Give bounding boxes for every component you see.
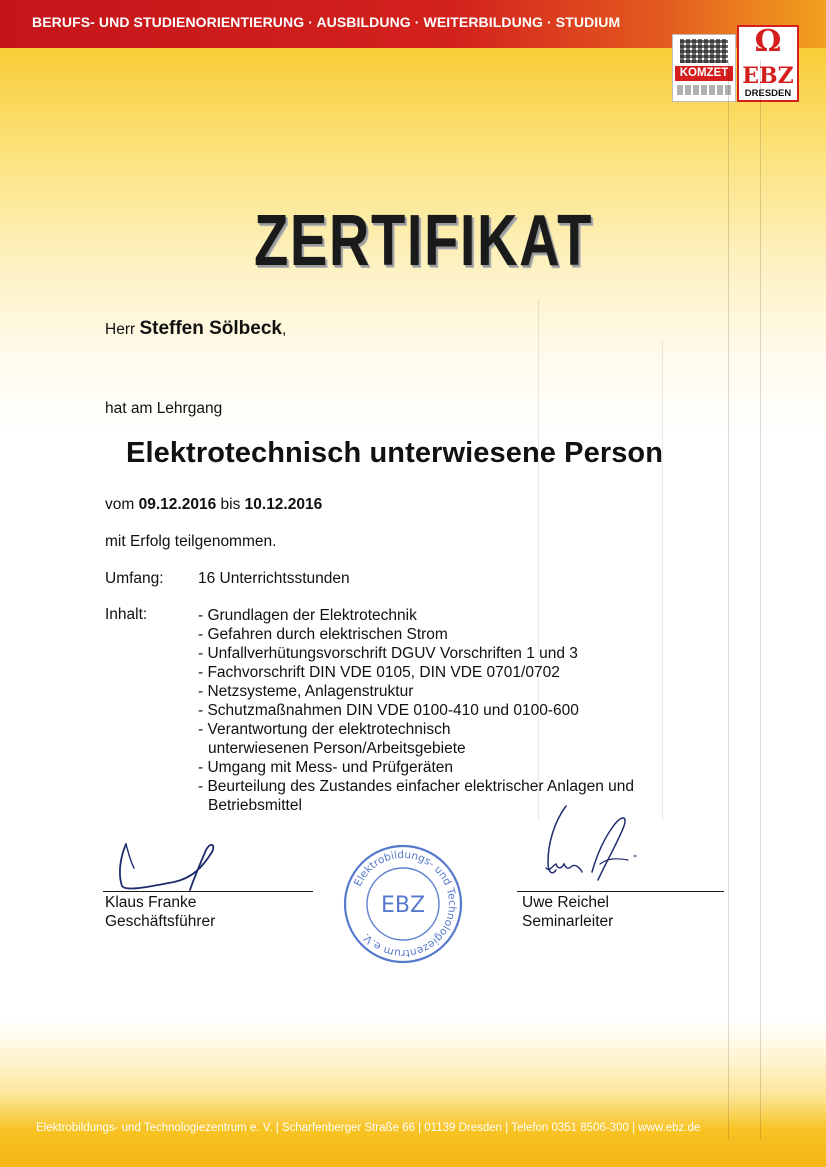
- signatory-right-name: Uwe Reichel: [522, 894, 610, 911]
- scope-value: 16 Unterrichtsstunden: [198, 570, 350, 587]
- ebz-logo: [737, 25, 799, 102]
- list-item: - Beurteilung des Zustandes einfacher elektrischer Anlagen und Betriebsmittel: [198, 778, 634, 814]
- list-item: - Fachvorschrift DIN VDE 0105, DIN VDE 0701/0702: [198, 664, 560, 681]
- signatory-left-name: Klaus Franke: [105, 894, 197, 911]
- ebz-logo-text: EBZ: [742, 63, 794, 89]
- komzet-subline: [677, 85, 731, 95]
- list-item: - Grundlagen der Elektrotechnik: [198, 607, 417, 624]
- signatory-left-role: Geschäftsführer: [105, 913, 216, 930]
- stamp-ring-text: Elektrobildungs- und Technologiezentrum e.V.: [351, 848, 459, 960]
- ebz-logo-city: DRESDEN: [744, 88, 792, 99]
- date-prefix: vom: [105, 496, 135, 513]
- stamp-center-text: EBZ: [380, 893, 426, 918]
- list-item: - Schutzmaßnahmen DIN VDE 0100-410 und 0100-600: [198, 702, 579, 719]
- date-range: [105, 496, 322, 514]
- omega-icon: Ω: [754, 24, 782, 59]
- signature-line-right: [517, 891, 724, 892]
- signatory-right-role: Seminarleiter: [522, 913, 614, 930]
- list-item: - Gefahren durch elektrischen Strom: [198, 626, 448, 643]
- scan-artifact-line: [662, 340, 663, 820]
- recipient-line: [105, 318, 286, 340]
- recipient-comma: ,: [282, 321, 287, 338]
- date-to: 10.12.2016: [244, 496, 323, 513]
- date-connector: bis: [220, 496, 241, 513]
- intro-text: hat am Lehrgang: [105, 400, 223, 417]
- recipient-name: Steffen Sölbeck: [139, 318, 282, 339]
- contents-label: Inhalt:: [105, 606, 148, 623]
- footer-address: Elektrobildungs- und Technologiezentrum e. V. | Scharfenberger Straße 66 | 01139 Dresden | Telefon 0351 8506-300 | www.ebz.de: [36, 1122, 701, 1134]
- scan-artifact-line: [728, 60, 729, 1140]
- completion-text: mit Erfolg teilgenommen.: [105, 533, 277, 550]
- contents-list: [198, 606, 653, 815]
- signature-left: [112, 838, 232, 894]
- list-item: - Netzsysteme, Anlagenstruktur: [198, 683, 414, 700]
- scope-label: Umfang:: [105, 570, 164, 587]
- certificate-title: ZERTIFIKAT: [254, 201, 593, 281]
- date-from: 09.12.2016: [138, 496, 217, 513]
- signature-right: [536, 802, 646, 890]
- header-tagline: BERUFS- UND STUDIENORIENTIERUNG · AUSBILDUNG · WEITERBILDUNG · STUDIUM: [32, 14, 621, 30]
- komzet-logo: [672, 34, 736, 102]
- signature-line-left: [103, 891, 313, 892]
- ebz-stamp: [341, 842, 465, 966]
- komzet-grid-icon: [680, 39, 728, 63]
- list-item: - Umgang mit Mess- und Prüfgeräten: [198, 759, 453, 776]
- course-title: Elektrotechnisch unterwiesene Person: [126, 437, 664, 469]
- list-item: - Verantwortung der elektrotechnisch unterwiesenen Person/Arbeitsgebiete: [198, 721, 466, 757]
- scan-artifact-line: [760, 60, 761, 1140]
- salutation: Herr: [105, 321, 136, 338]
- komzet-logo-text: KOMZET: [675, 66, 733, 81]
- list-item: - Unfallverhütungsvorschrift DGUV Vorschriften 1 und 3: [198, 645, 578, 662]
